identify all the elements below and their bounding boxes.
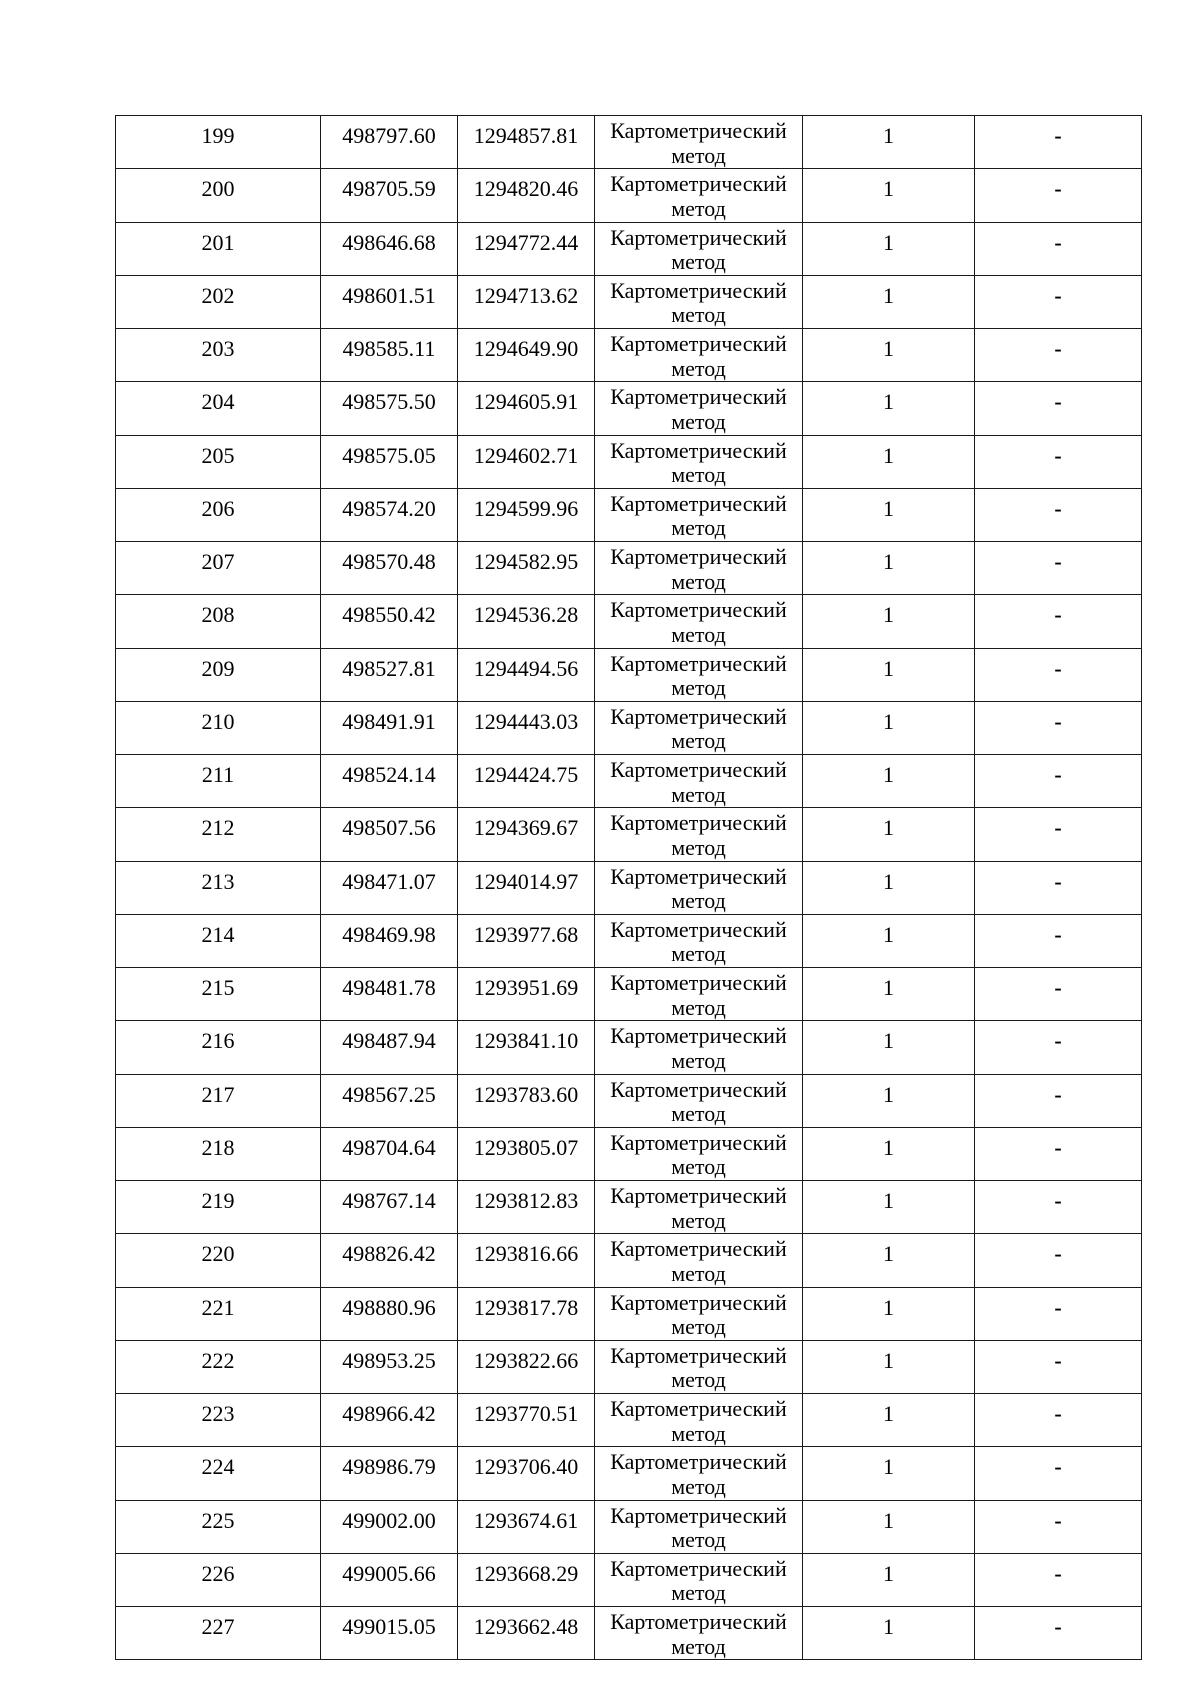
method-line-1: Картометрический bbox=[610, 1289, 787, 1315]
method-cell bbox=[595, 808, 803, 861]
accuracy-cell: 1 bbox=[803, 542, 975, 595]
accuracy-cell: 1 bbox=[803, 1287, 975, 1340]
accuracy-cell: 1 bbox=[803, 1394, 975, 1447]
point-number-cell: 211 bbox=[116, 755, 321, 808]
point-number-cell: 225 bbox=[116, 1500, 321, 1553]
y-coordinate-cell: 1294599.96 bbox=[458, 488, 595, 541]
method-line-2: метод bbox=[671, 781, 726, 807]
x-coordinate-cell: 499005.66 bbox=[321, 1553, 458, 1606]
table-row bbox=[116, 1394, 1142, 1447]
accuracy-cell: 1 bbox=[803, 169, 975, 222]
table-row bbox=[116, 595, 1142, 648]
table-row bbox=[116, 1447, 1142, 1500]
y-coordinate-cell: 1294014.97 bbox=[458, 861, 595, 914]
y-coordinate-cell: 1294772.44 bbox=[458, 222, 595, 275]
method-line-2: метод bbox=[671, 1314, 726, 1340]
method-line-1: Картометрический bbox=[610, 384, 787, 410]
point-number-cell: 224 bbox=[116, 1447, 321, 1500]
method-line-2: метод bbox=[671, 462, 726, 488]
note-cell: - bbox=[975, 169, 1142, 222]
table-row bbox=[116, 1340, 1142, 1393]
note-cell: - bbox=[975, 542, 1142, 595]
note-cell: - bbox=[975, 1074, 1142, 1127]
method-line-1: Картометрический bbox=[610, 863, 787, 889]
method-line-2: метод bbox=[671, 249, 726, 275]
note-cell: - bbox=[975, 1287, 1142, 1340]
x-coordinate-cell: 498880.96 bbox=[321, 1287, 458, 1340]
coordinates-table bbox=[115, 115, 1142, 1660]
note-cell: - bbox=[975, 914, 1142, 967]
method-line-2: метод bbox=[671, 1527, 726, 1553]
method-line-1: Картометрический bbox=[610, 1449, 787, 1475]
point-number-cell: 227 bbox=[116, 1607, 321, 1660]
point-number-cell: 205 bbox=[116, 435, 321, 488]
table-row bbox=[116, 1287, 1142, 1340]
method-line-2: метод bbox=[671, 1260, 726, 1286]
x-coordinate-cell: 498527.81 bbox=[321, 648, 458, 701]
point-number-cell: 210 bbox=[116, 701, 321, 754]
method-line-1: Картометрический bbox=[610, 916, 787, 942]
method-cell bbox=[595, 1021, 803, 1074]
x-coordinate-cell: 498469.98 bbox=[321, 914, 458, 967]
x-coordinate-cell: 498585.11 bbox=[321, 329, 458, 382]
point-number-cell: 203 bbox=[116, 329, 321, 382]
note-cell: - bbox=[975, 861, 1142, 914]
method-line-2: метод bbox=[671, 408, 726, 434]
x-coordinate-cell: 498574.20 bbox=[321, 488, 458, 541]
method-line-1: Картометрический bbox=[610, 1023, 787, 1049]
x-coordinate-cell: 498601.51 bbox=[321, 275, 458, 328]
accuracy-cell: 1 bbox=[803, 1021, 975, 1074]
method-line-1: Картометрический bbox=[610, 1555, 787, 1581]
note-cell: - bbox=[975, 1500, 1142, 1553]
table-row bbox=[116, 755, 1142, 808]
table-row bbox=[116, 701, 1142, 754]
method-cell bbox=[595, 1074, 803, 1127]
method-line-1: Картометрический bbox=[610, 597, 787, 623]
method-line-2: метод bbox=[671, 834, 726, 860]
table-row bbox=[116, 1181, 1142, 1234]
method-cell bbox=[595, 755, 803, 808]
method-cell bbox=[595, 1181, 803, 1234]
x-coordinate-cell: 498797.60 bbox=[321, 116, 458, 169]
table-row bbox=[116, 1500, 1142, 1553]
point-number-cell: 206 bbox=[116, 488, 321, 541]
accuracy-cell: 1 bbox=[803, 1553, 975, 1606]
table-row bbox=[116, 488, 1142, 541]
y-coordinate-cell: 1293783.60 bbox=[458, 1074, 595, 1127]
y-coordinate-cell: 1294443.03 bbox=[458, 701, 595, 754]
point-number-cell: 214 bbox=[116, 914, 321, 967]
method-line-1: Картометрический bbox=[610, 1396, 787, 1421]
note-cell: - bbox=[975, 1181, 1142, 1234]
x-coordinate-cell: 498966.42 bbox=[321, 1394, 458, 1447]
accuracy-cell: 1 bbox=[803, 1234, 975, 1287]
method-cell bbox=[595, 116, 803, 169]
accuracy-cell: 1 bbox=[803, 275, 975, 328]
table-row bbox=[116, 968, 1142, 1021]
method-line-2: метод bbox=[671, 1047, 726, 1073]
accuracy-cell: 1 bbox=[803, 1500, 975, 1553]
point-number-cell: 217 bbox=[116, 1074, 321, 1127]
method-line-1: Картометрический bbox=[610, 1236, 787, 1262]
method-cell bbox=[595, 1340, 803, 1393]
method-line-1: Картометрический bbox=[610, 490, 787, 516]
accuracy-cell: 1 bbox=[803, 861, 975, 914]
x-coordinate-cell: 498704.64 bbox=[321, 1127, 458, 1180]
y-coordinate-cell: 1293816.66 bbox=[458, 1234, 595, 1287]
x-coordinate-cell: 498575.50 bbox=[321, 382, 458, 435]
y-coordinate-cell: 1293817.78 bbox=[458, 1287, 595, 1340]
point-number-cell: 226 bbox=[116, 1553, 321, 1606]
point-number-cell: 222 bbox=[116, 1340, 321, 1393]
y-coordinate-cell: 1293812.83 bbox=[458, 1181, 595, 1234]
accuracy-cell: 1 bbox=[803, 648, 975, 701]
x-coordinate-cell: 498826.42 bbox=[321, 1234, 458, 1287]
y-coordinate-cell: 1294602.71 bbox=[458, 435, 595, 488]
x-coordinate-cell: 498487.94 bbox=[321, 1021, 458, 1074]
table-row bbox=[116, 1607, 1142, 1660]
y-coordinate-cell: 1294820.46 bbox=[458, 169, 595, 222]
y-coordinate-cell: 1293822.66 bbox=[458, 1340, 595, 1393]
note-cell: - bbox=[975, 488, 1142, 541]
y-coordinate-cell: 1294369.67 bbox=[458, 808, 595, 861]
method-line-1: Картометрический bbox=[610, 118, 787, 143]
method-line-1: Картометрический bbox=[610, 1502, 787, 1528]
method-cell bbox=[595, 701, 803, 754]
method-line-2: метод bbox=[671, 1367, 726, 1393]
method-line-2: метод bbox=[671, 941, 726, 967]
y-coordinate-cell: 1294649.90 bbox=[458, 329, 595, 382]
y-coordinate-cell: 1293674.61 bbox=[458, 1500, 595, 1553]
x-coordinate-cell: 498575.05 bbox=[321, 435, 458, 488]
table-row bbox=[116, 1127, 1142, 1180]
point-number-cell: 218 bbox=[116, 1127, 321, 1180]
x-coordinate-cell: 498507.56 bbox=[321, 808, 458, 861]
method-cell bbox=[595, 1607, 803, 1660]
method-cell bbox=[595, 435, 803, 488]
accuracy-cell: 1 bbox=[803, 435, 975, 488]
x-coordinate-cell: 498567.25 bbox=[321, 1074, 458, 1127]
note-cell: - bbox=[975, 1021, 1142, 1074]
point-number-cell: 208 bbox=[116, 595, 321, 648]
method-line-2: метод bbox=[671, 1207, 726, 1233]
method-line-2: метод bbox=[671, 994, 726, 1020]
point-number-cell: 221 bbox=[116, 1287, 321, 1340]
method-line-2: метод bbox=[671, 355, 726, 381]
table-row bbox=[116, 435, 1142, 488]
method-cell bbox=[595, 329, 803, 382]
method-line-2: метод bbox=[671, 1154, 726, 1180]
method-cell bbox=[595, 488, 803, 541]
accuracy-cell: 1 bbox=[803, 329, 975, 382]
point-number-cell: 216 bbox=[116, 1021, 321, 1074]
x-coordinate-cell: 498524.14 bbox=[321, 755, 458, 808]
point-number-cell: 202 bbox=[116, 275, 321, 328]
method-line-1: Картометрический bbox=[610, 650, 787, 676]
method-line-1: Картометрический bbox=[610, 1183, 787, 1208]
table-row bbox=[116, 1553, 1142, 1606]
note-cell: - bbox=[975, 1607, 1142, 1660]
table-row bbox=[116, 648, 1142, 701]
method-line-1: Картометрический bbox=[610, 810, 787, 836]
point-number-cell: 207 bbox=[116, 542, 321, 595]
table-row bbox=[116, 808, 1142, 861]
method-cell bbox=[595, 1127, 803, 1180]
method-line-2: метод bbox=[671, 142, 726, 168]
x-coordinate-cell: 498481.78 bbox=[321, 968, 458, 1021]
accuracy-cell: 1 bbox=[803, 1074, 975, 1127]
note-cell: - bbox=[975, 755, 1142, 808]
table-row bbox=[116, 329, 1142, 382]
note-cell: - bbox=[975, 329, 1142, 382]
x-coordinate-cell: 498953.25 bbox=[321, 1340, 458, 1393]
method-cell bbox=[595, 648, 803, 701]
point-number-cell: 201 bbox=[116, 222, 321, 275]
note-cell: - bbox=[975, 968, 1142, 1021]
table-row bbox=[116, 861, 1142, 914]
note-cell: - bbox=[975, 808, 1142, 861]
method-line-1: Картометрический bbox=[610, 703, 787, 729]
y-coordinate-cell: 1294494.56 bbox=[458, 648, 595, 701]
method-line-2: метод bbox=[671, 1633, 726, 1659]
method-cell bbox=[595, 595, 803, 648]
note-cell: - bbox=[975, 701, 1142, 754]
x-coordinate-cell: 498986.79 bbox=[321, 1447, 458, 1500]
method-line-1: Картометрический bbox=[610, 970, 787, 995]
note-cell: - bbox=[975, 1394, 1142, 1447]
note-cell: - bbox=[975, 116, 1142, 169]
y-coordinate-cell: 1294605.91 bbox=[458, 382, 595, 435]
y-coordinate-cell: 1293662.48 bbox=[458, 1607, 595, 1660]
note-cell: - bbox=[975, 435, 1142, 488]
table-row bbox=[116, 222, 1142, 275]
y-coordinate-cell: 1294857.81 bbox=[458, 116, 595, 169]
method-line-2: метод bbox=[671, 728, 726, 754]
point-number-cell: 209 bbox=[116, 648, 321, 701]
y-coordinate-cell: 1293977.68 bbox=[458, 914, 595, 967]
method-line-2: метод bbox=[671, 1101, 726, 1127]
y-coordinate-cell: 1293805.07 bbox=[458, 1127, 595, 1180]
y-coordinate-cell: 1294536.28 bbox=[458, 595, 595, 648]
table-row bbox=[116, 382, 1142, 435]
accuracy-cell: 1 bbox=[803, 488, 975, 541]
table-row bbox=[116, 914, 1142, 967]
method-cell bbox=[595, 542, 803, 595]
x-coordinate-cell: 498491.91 bbox=[321, 701, 458, 754]
y-coordinate-cell: 1293668.29 bbox=[458, 1553, 595, 1606]
note-cell: - bbox=[975, 222, 1142, 275]
accuracy-cell: 1 bbox=[803, 1340, 975, 1393]
x-coordinate-cell: 498471.07 bbox=[321, 861, 458, 914]
method-cell bbox=[595, 968, 803, 1021]
point-number-cell: 213 bbox=[116, 861, 321, 914]
point-number-cell: 220 bbox=[116, 1234, 321, 1287]
table-row bbox=[116, 275, 1142, 328]
method-line-2: метод bbox=[671, 1473, 726, 1499]
y-coordinate-cell: 1293770.51 bbox=[458, 1394, 595, 1447]
method-cell bbox=[595, 914, 803, 967]
method-line-2: метод bbox=[671, 302, 726, 328]
method-line-1: Картометрический bbox=[610, 437, 787, 463]
method-cell bbox=[595, 1500, 803, 1553]
note-cell: - bbox=[975, 595, 1142, 648]
note-cell: - bbox=[975, 648, 1142, 701]
note-cell: - bbox=[975, 1127, 1142, 1180]
accuracy-cell: 1 bbox=[803, 914, 975, 967]
method-line-1: Картометрический bbox=[610, 1609, 787, 1634]
y-coordinate-cell: 1294713.62 bbox=[458, 275, 595, 328]
point-number-cell: 204 bbox=[116, 382, 321, 435]
note-cell: - bbox=[975, 1447, 1142, 1500]
note-cell: - bbox=[975, 275, 1142, 328]
point-number-cell: 200 bbox=[116, 169, 321, 222]
accuracy-cell: 1 bbox=[803, 116, 975, 169]
method-line-2: метод bbox=[671, 568, 726, 594]
method-line-2: метод bbox=[671, 1580, 726, 1606]
method-line-1: Картометрический bbox=[610, 757, 787, 782]
method-line-1: Картометрический bbox=[610, 277, 787, 303]
method-cell bbox=[595, 1447, 803, 1500]
note-cell: - bbox=[975, 1340, 1142, 1393]
method-line-2: метод bbox=[671, 515, 726, 541]
x-coordinate-cell: 498646.68 bbox=[321, 222, 458, 275]
accuracy-cell: 1 bbox=[803, 382, 975, 435]
method-line-2: метод bbox=[671, 888, 726, 914]
table-row bbox=[116, 1021, 1142, 1074]
table-row bbox=[116, 116, 1142, 169]
accuracy-cell: 1 bbox=[803, 1607, 975, 1660]
x-coordinate-cell: 498550.42 bbox=[321, 595, 458, 648]
table-row bbox=[116, 1234, 1142, 1287]
method-line-2: метод bbox=[671, 1420, 726, 1446]
y-coordinate-cell: 1294424.75 bbox=[458, 755, 595, 808]
y-coordinate-cell: 1293951.69 bbox=[458, 968, 595, 1021]
accuracy-cell: 1 bbox=[803, 222, 975, 275]
method-line-1: Картометрический bbox=[610, 1129, 787, 1155]
method-cell bbox=[595, 1394, 803, 1447]
accuracy-cell: 1 bbox=[803, 1127, 975, 1180]
accuracy-cell: 1 bbox=[803, 808, 975, 861]
table-body bbox=[116, 116, 1142, 1660]
x-coordinate-cell: 498570.48 bbox=[321, 542, 458, 595]
note-cell: - bbox=[975, 1234, 1142, 1287]
x-coordinate-cell: 499002.00 bbox=[321, 1500, 458, 1553]
accuracy-cell: 1 bbox=[803, 701, 975, 754]
table-row bbox=[116, 542, 1142, 595]
method-line-1: Картометрический bbox=[610, 331, 787, 356]
method-line-1: Картометрический bbox=[610, 544, 787, 569]
method-cell bbox=[595, 861, 803, 914]
method-line-1: Картометрический bbox=[610, 1076, 787, 1102]
accuracy-cell: 1 bbox=[803, 595, 975, 648]
method-line-1: Картометрический bbox=[610, 171, 787, 197]
x-coordinate-cell: 498705.59 bbox=[321, 169, 458, 222]
point-number-cell: 223 bbox=[116, 1394, 321, 1447]
method-cell bbox=[595, 222, 803, 275]
y-coordinate-cell: 1293706.40 bbox=[458, 1447, 595, 1500]
method-cell bbox=[595, 1234, 803, 1287]
y-coordinate-cell: 1294582.95 bbox=[458, 542, 595, 595]
method-cell bbox=[595, 1287, 803, 1340]
method-line-1: Картометрический bbox=[610, 224, 787, 250]
x-coordinate-cell: 499015.05 bbox=[321, 1607, 458, 1660]
table-row bbox=[116, 1074, 1142, 1127]
accuracy-cell: 1 bbox=[803, 1181, 975, 1234]
method-cell bbox=[595, 169, 803, 222]
x-coordinate-cell: 498767.14 bbox=[321, 1181, 458, 1234]
accuracy-cell: 1 bbox=[803, 755, 975, 808]
method-cell bbox=[595, 382, 803, 435]
note-cell: - bbox=[975, 1553, 1142, 1606]
method-cell bbox=[595, 275, 803, 328]
point-number-cell: 219 bbox=[116, 1181, 321, 1234]
accuracy-cell: 1 bbox=[803, 1447, 975, 1500]
accuracy-cell: 1 bbox=[803, 968, 975, 1021]
point-number-cell: 215 bbox=[116, 968, 321, 1021]
table-row bbox=[116, 169, 1142, 222]
note-cell: - bbox=[975, 382, 1142, 435]
method-line-2: метод bbox=[671, 621, 726, 647]
y-coordinate-cell: 1293841.10 bbox=[458, 1021, 595, 1074]
point-number-cell: 212 bbox=[116, 808, 321, 861]
point-number-cell: 199 bbox=[116, 116, 321, 169]
method-line-2: метод bbox=[671, 675, 726, 701]
method-line-1: Картометрический bbox=[610, 1342, 787, 1368]
method-cell bbox=[595, 1553, 803, 1606]
method-line-2: метод bbox=[671, 195, 726, 221]
